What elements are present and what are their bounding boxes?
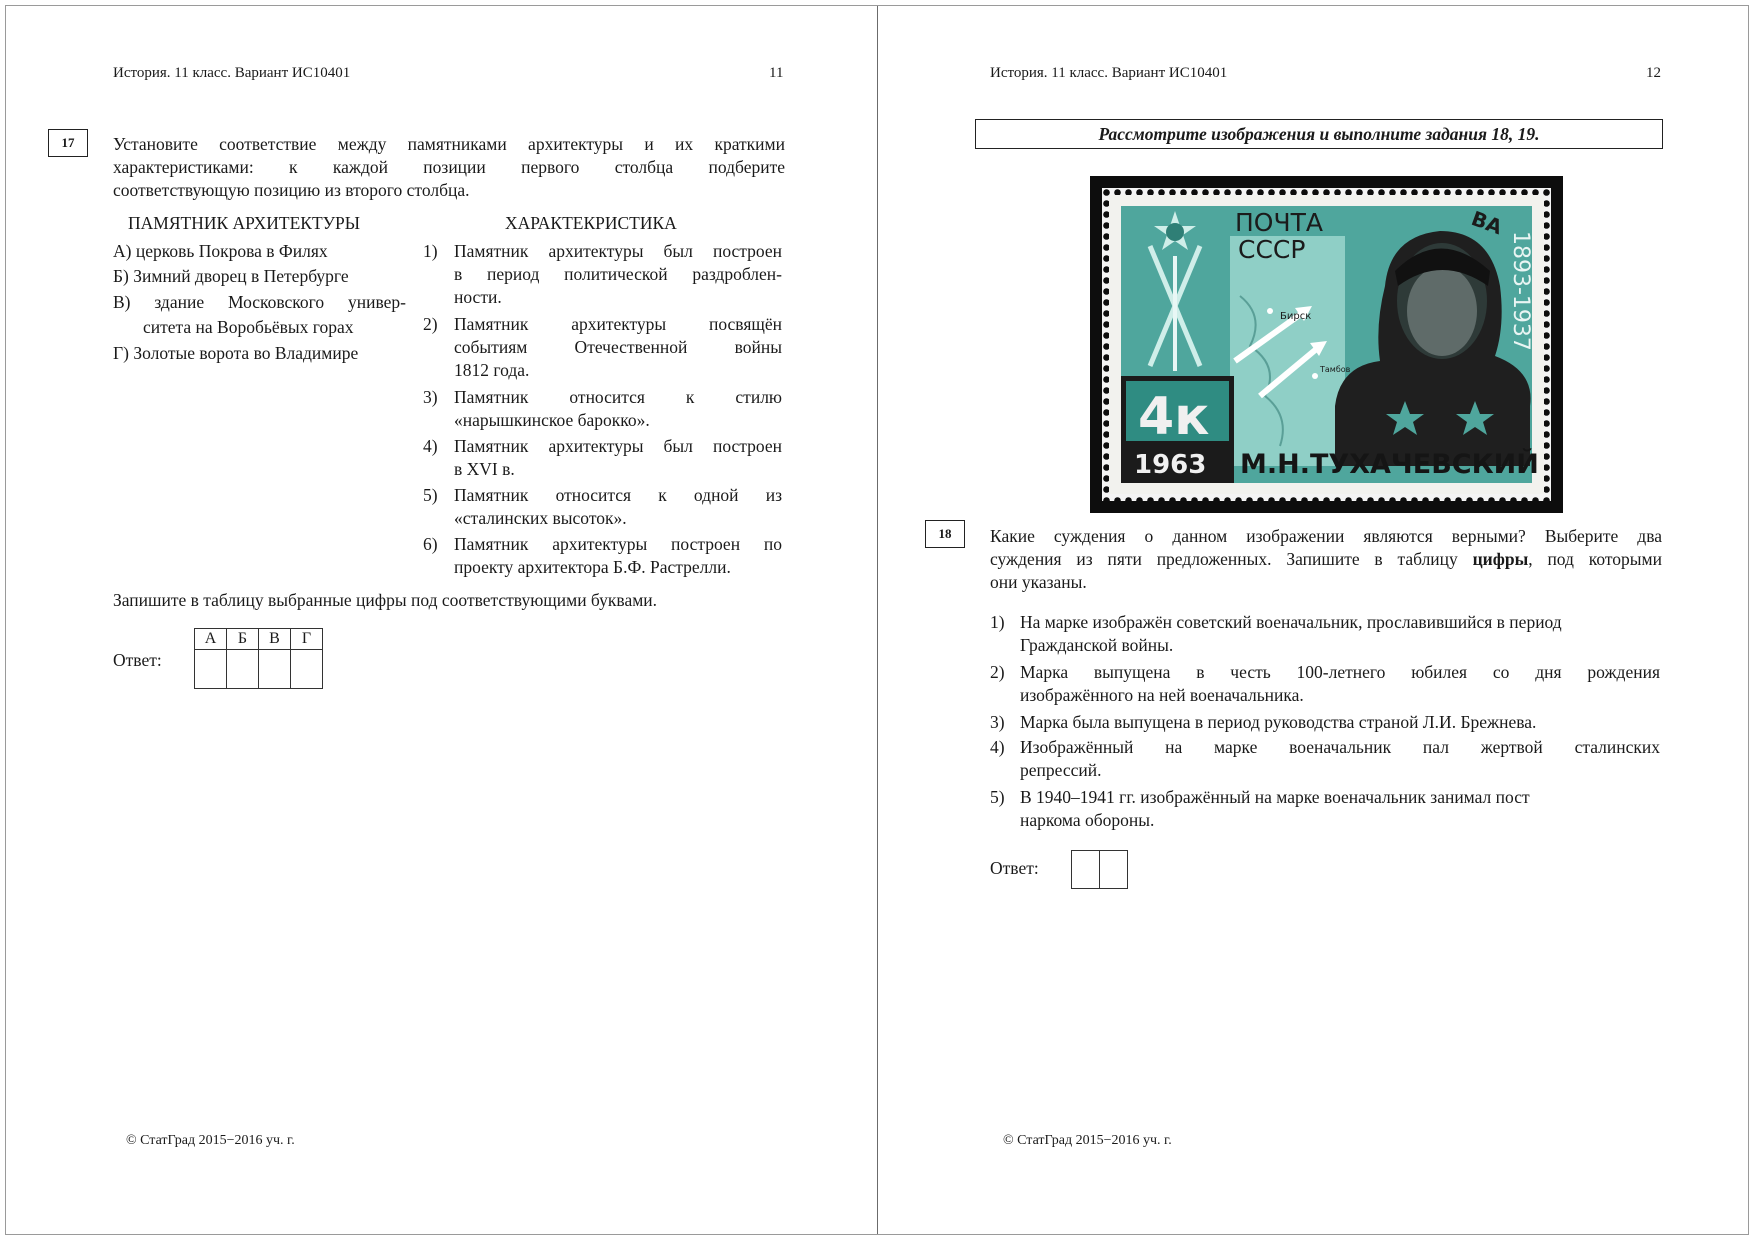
column-header-characteristics: ХАРАКТЕКРИСТИКА	[505, 213, 677, 233]
question-line: Установите соответствие между памятниками архитектуры и их краткими	[113, 134, 785, 154]
instruction-box: Рассмотрите изображения и выполните задания 18, 19.	[975, 119, 1663, 149]
answer-header-g: Г	[291, 629, 323, 650]
line: Марка выпущена в честь 100-летнего юбилея со дня рождения	[1020, 662, 1660, 682]
task-17-number: 17	[48, 129, 88, 157]
line: На марке изображён советский военачальник, прославившийся в период	[1020, 612, 1562, 632]
answer-cell-v[interactable]	[259, 650, 291, 689]
task-18-question	[990, 525, 1662, 594]
option-number: 2)	[990, 662, 1005, 682]
answer-header-a: А	[195, 629, 227, 650]
characteristic-number: 4)	[423, 436, 438, 456]
option-3	[1020, 711, 1660, 734]
stamp-city-2: Тамбов	[1320, 365, 1351, 374]
monument-c-line1: В) здание Московского универ-	[113, 292, 406, 312]
line: в период политической раздроблен-	[454, 264, 782, 284]
line: изображённого на ней военачальника.	[1020, 685, 1304, 705]
option-2	[1020, 661, 1660, 707]
monument-a: А) церковь Покрова в Филях	[113, 241, 328, 261]
stamp-image	[1090, 176, 1563, 513]
question-bold-word: цифры	[1472, 549, 1529, 569]
characteristic-4	[454, 435, 782, 481]
option-5	[1020, 786, 1660, 832]
line: проекту архитектора Б.Ф. Растрелли.	[454, 557, 731, 577]
line: наркома обороны.	[1020, 810, 1155, 830]
stamp-name: М.Н.ТУХАЧЕВСКИЙ	[1240, 449, 1539, 480]
question-line: они указаны.	[990, 572, 1087, 592]
stamp-side-years: 1893-1937	[1508, 231, 1533, 351]
stamp-top-text-1: ПОЧТА	[1235, 208, 1323, 237]
line: Изображённый на марке военачальник пал жертвой сталинских	[1020, 737, 1660, 757]
line: Марка была выпущена в период руководства страной Л.И. Брежнева.	[1020, 712, 1537, 732]
task-17-question	[113, 133, 785, 202]
left-page-header: История. 11 класс. Вариант ИС10401	[113, 65, 351, 81]
line: Памятник архитектуры построен по	[454, 534, 782, 554]
option-number: 4)	[990, 737, 1005, 757]
question-line: соответствующую позицию из второго столбца.	[113, 180, 470, 200]
right-page-header: История. 11 класс. Вариант ИС10401	[990, 65, 1228, 81]
right-page-footer: © СтатГрад 2015−2016 уч. г.	[1003, 1133, 1172, 1148]
characteristic-3	[454, 386, 782, 432]
line: Памятник архитектуры был построен	[454, 436, 782, 456]
characteristic-5	[454, 484, 782, 530]
stamp-top-text-2: СССР	[1238, 235, 1306, 264]
answer-label: Ответ:	[113, 650, 162, 670]
line: репрессий.	[1020, 760, 1102, 780]
option-number: 5)	[990, 787, 1005, 807]
answer-cell-1[interactable]	[1071, 850, 1100, 889]
stamp-svg	[1090, 176, 1563, 513]
characteristic-number: 3)	[423, 387, 438, 407]
answer-label: Ответ:	[990, 858, 1039, 878]
option-number: 1)	[990, 612, 1005, 632]
line: 1812 года.	[454, 360, 530, 380]
monument-g: Г) Золотые ворота во Владимире	[113, 343, 359, 363]
answer-instruction: Запишите в таблицу выбранные цифры под соответствующими буквами.	[113, 590, 658, 610]
line: ности.	[454, 287, 502, 307]
answer-header-v: В	[259, 629, 291, 650]
line: Памятник архитектуры посвящён	[454, 314, 782, 334]
monument-b: Б) Зимний дворец в Петербурге	[113, 266, 349, 286]
characteristic-6	[454, 533, 782, 579]
option-1	[1020, 611, 1645, 657]
option-number: 3)	[990, 712, 1005, 732]
stamp-value: 4к	[1138, 387, 1210, 447]
option-4	[1020, 736, 1660, 782]
line: Гражданской войны.	[1020, 635, 1174, 655]
answer-cell-b[interactable]	[227, 650, 259, 689]
line: Памятник относится к одной из	[454, 485, 782, 505]
answer-cell-2[interactable]	[1099, 850, 1128, 889]
characteristic-number: 2)	[423, 314, 438, 334]
answer-cell-g[interactable]	[291, 650, 323, 689]
question-line: характеристиками: к каждой позиции первого столбца подберите	[113, 157, 785, 177]
line: В 1940–1941 гг. изображённый на марке военачальник занимал пост	[1020, 787, 1530, 807]
stamp-year: 1963	[1134, 450, 1207, 480]
characteristic-number: 5)	[423, 485, 438, 505]
characteristic-2	[454, 313, 782, 382]
left-page-number: 11	[769, 65, 784, 81]
question-text: суждения из пяти предложенных. Запишите в таблицу	[990, 549, 1473, 569]
monument-c-line2: ситета на Воробьёвых горах	[143, 317, 354, 337]
question-line	[990, 548, 1662, 571]
line: событиям Отечественной войны	[454, 337, 782, 357]
characteristic-1	[454, 240, 782, 309]
task-18-number: 18	[925, 520, 965, 548]
answer-table-17	[194, 628, 323, 689]
column-header-monuments: ПАМЯТНИК АРХИТЕКТУРЫ	[128, 213, 361, 233]
line: «нарышкинское барокко».	[454, 410, 650, 430]
characteristic-number: 1)	[423, 241, 438, 261]
answer-cell-a[interactable]	[195, 650, 227, 689]
line: в XVI в.	[454, 459, 515, 479]
characteristic-number: 6)	[423, 534, 438, 554]
question-tail: , под которыми	[1528, 549, 1662, 569]
line: Памятник архитектуры был построен	[454, 241, 782, 261]
right-page-number: 12	[1646, 65, 1661, 81]
question-line: Какие суждения о данном изображении являются верными? Выберите два	[990, 526, 1662, 546]
line: Памятник относится к стилю	[454, 387, 782, 407]
left-page-footer: © СтатГрад 2015−2016 уч. г.	[126, 1133, 295, 1148]
line: «сталинских высоток».	[454, 508, 627, 528]
stamp-city-1: Бирск	[1280, 311, 1312, 322]
answer-header-b: Б	[227, 629, 259, 650]
stamp-corner-text: ВА	[1468, 206, 1506, 240]
